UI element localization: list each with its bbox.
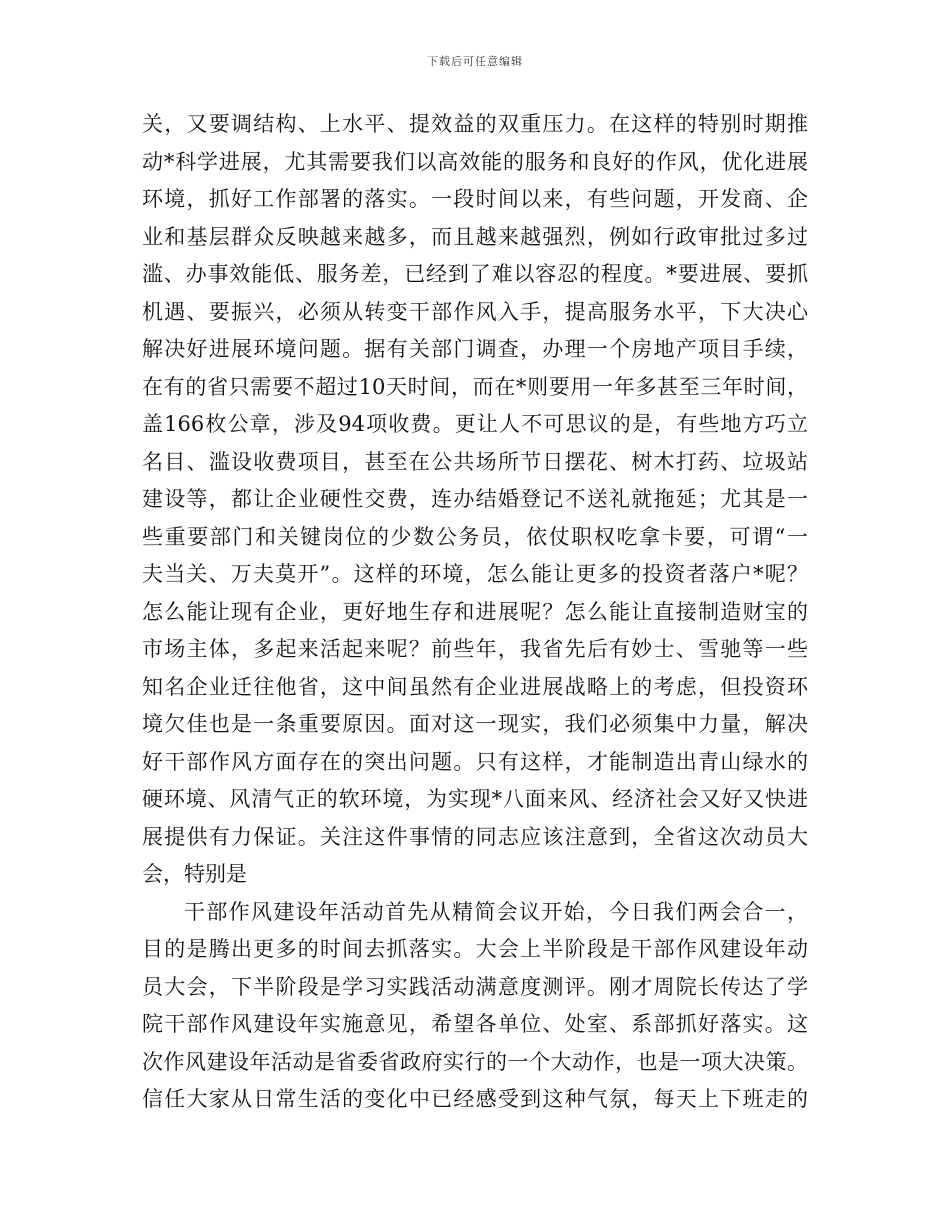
text-line: 环境，抓好工作部署的落实。一段时间以来，有些问题，开发商、企 xyxy=(142,187,808,211)
text-line: 好干部作风方面存在的突出问题。只有这样，才能制造出青山绿水的 xyxy=(142,749,808,774)
text-line: 展提供有力保证。关注这件事情的同志应该注意到，全省这次动员大 xyxy=(142,824,808,849)
text-line: 会，特别是 xyxy=(142,862,247,886)
text-line: 院干部作风建设年实施意见，希望各单位、处室、系部抓好落实。这 xyxy=(142,1012,808,1036)
text-line: 滥、办事效能低、服务差，已经到了难以容忍的程度。*要进展、要抓 xyxy=(142,262,808,286)
text-line: 解决好进展环境问题。据有关部门调查，办理一个房地产项目手续， xyxy=(142,337,808,361)
text-line: 名目、滥设收费项目，甚至在公共场所节日摆花、树木打药、垃圾站 xyxy=(142,449,808,474)
text-line: 在有的省只需要不超过10天时间，而在*则要用一年多甚至三年时间， xyxy=(142,374,808,399)
text-line: 怎么能让现有企业，更好地生存和进展呢？怎么能让直接制造财宝的 xyxy=(142,599,808,624)
text-line: 境欠佳也是一条重要原因。面对这一现实，我们必须集中力量，解决 xyxy=(142,712,808,736)
text-line: 硬环境、风清气正的软环境，为实现*八面来风、经济社会又好又快进 xyxy=(142,787,808,811)
text-line: 动*科学进展，尤其需要我们以高效能的服务和良好的作风，优化进展 xyxy=(142,149,808,174)
text-line: 次作风建设年活动是省委省政府实行的一个大动作，也是一项大决策。 xyxy=(142,1049,808,1074)
text-line: 信任大家从日常生活的变化中已经感受到这种气氛，每天上下班走的 xyxy=(142,1087,808,1111)
text-line: 些重要部门和关键岗位的少数公务员，依仗职权吃拿卡要，可谓“一 xyxy=(142,524,808,549)
text-line: 夫当关、万夫莫开”。这样的环境，怎么能让更多的投资者落户*呢？ xyxy=(142,562,808,586)
text-line: 关，又要调结构、上水平、提效益的双重压力。在这样的特别时期推 xyxy=(142,112,808,136)
text-line: 盖166枚公章，涉及94项收费。更让人不可思议的是，有些地方巧立 xyxy=(142,412,808,436)
text-line: 业和基层群众反映越来越多，而且越来越强烈，例如行政审批过多过 xyxy=(142,224,808,249)
text-line: 机遇、要振兴，必须从转变干部作风入手，提高服务水平，下大决心 xyxy=(142,299,808,324)
text-line: 员大会，下半阶段是学习实践活动满意度测评。刚才周院长传达了学 xyxy=(142,974,808,999)
text-line: 知名企业迁往他省，这中间虽然有企业进展战略上的考虑，但投资环 xyxy=(142,674,808,699)
header-note: 下载后可任意编辑 xyxy=(427,55,523,68)
text-line: 建设等，都让企业硬性交费，连办结婚登记不送礼就拖延；尤其是一 xyxy=(142,487,808,511)
body-text xyxy=(142,106,808,1119)
text-line: 市场主体，多起来活起来呢？前些年，我省先后有妙士、雪驰等一些 xyxy=(142,637,808,661)
text-line: 目的是腾出更多的时间去抓落实。大会上半阶段是干部作风建设年动 xyxy=(142,937,808,961)
text-line: 干部作风建设年活动首先从精简会议开始，今日我们两会合一， xyxy=(184,899,808,924)
